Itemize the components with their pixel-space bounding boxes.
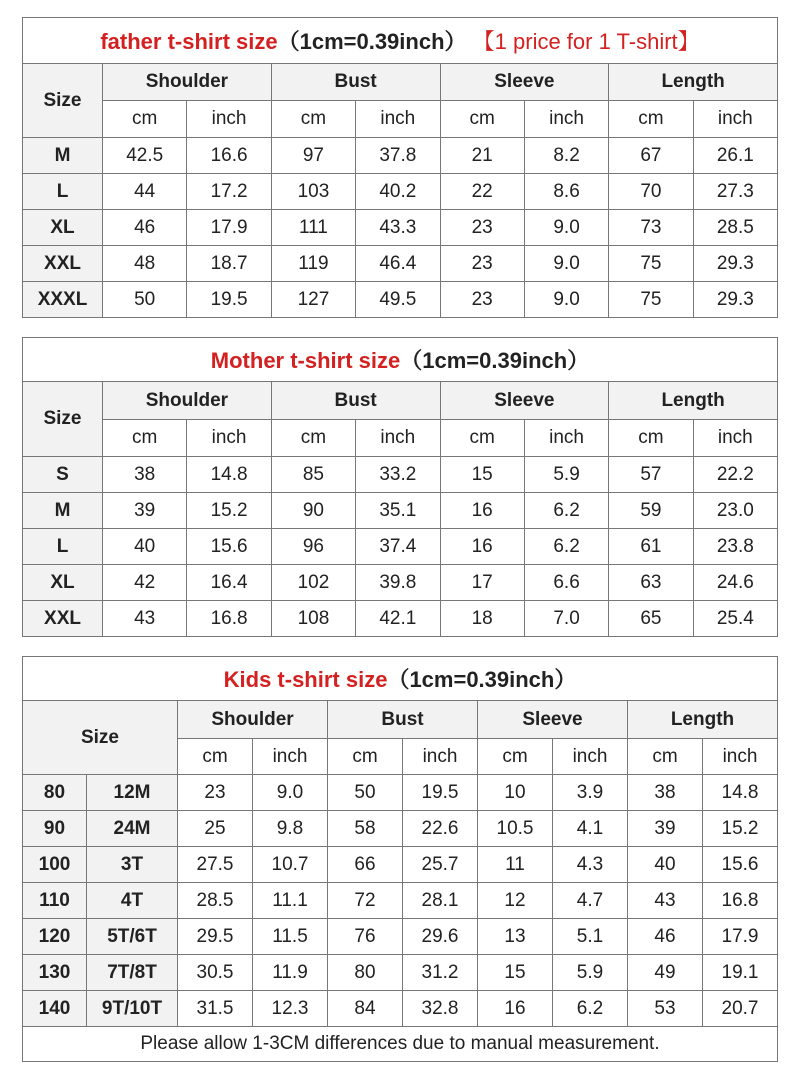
father-title-conversion: （1cm=0.39inch） (277, 29, 467, 54)
value-cell: 17.9 (703, 919, 778, 955)
value-cell: 97 (271, 138, 355, 174)
age-cell: 5T/6T (87, 919, 178, 955)
unit-inch: inch (693, 101, 777, 138)
value-cell: 28.5 (178, 883, 253, 919)
value-cell: 127 (271, 282, 355, 318)
value-cell: 40.2 (356, 174, 440, 210)
length-header: Length (609, 382, 778, 420)
value-cell: 23 (440, 246, 524, 282)
value-cell: 42 (103, 565, 187, 601)
value-cell: 50 (328, 775, 403, 811)
value-cell: 15.2 (703, 811, 778, 847)
value-cell: 85 (271, 457, 355, 493)
value-cell: 4.3 (553, 847, 628, 883)
unit-cm: cm (478, 739, 553, 775)
height-cell: 90 (23, 811, 87, 847)
value-cell: 6.6 (524, 565, 608, 601)
size-cell: S (23, 457, 103, 493)
length-header: Length (609, 64, 778, 101)
unit-row (23, 420, 778, 457)
shoulder-header: Shoulder (178, 701, 328, 739)
value-cell: 25.4 (693, 601, 777, 637)
value-cell: 90 (271, 493, 355, 529)
unit-cm: cm (440, 420, 524, 457)
value-cell: 33.2 (356, 457, 440, 493)
value-cell: 111 (271, 210, 355, 246)
value-cell: 75 (609, 246, 693, 282)
value-cell: 9.8 (253, 811, 328, 847)
value-cell: 14.8 (187, 457, 271, 493)
sleeve-header: Sleeve (478, 701, 628, 739)
bust-header: Bust (328, 701, 478, 739)
unit-inch: inch (187, 420, 271, 457)
value-cell: 75 (609, 282, 693, 318)
value-cell: 29.3 (693, 282, 777, 318)
value-cell: 11.1 (253, 883, 328, 919)
value-cell: 11.9 (253, 955, 328, 991)
value-cell: 18 (440, 601, 524, 637)
value-cell: 30.5 (178, 955, 253, 991)
unit-cm: cm (103, 101, 187, 138)
value-cell: 12.3 (253, 991, 328, 1027)
value-cell: 80 (328, 955, 403, 991)
value-cell: 23 (440, 282, 524, 318)
size-header: Size (23, 382, 103, 457)
value-cell: 16.6 (187, 138, 271, 174)
value-cell: 61 (609, 529, 693, 565)
size-cell: XL (23, 210, 103, 246)
value-cell: 9.0 (524, 210, 608, 246)
unit-cm: cm (609, 101, 693, 138)
value-cell: 13 (478, 919, 553, 955)
age-cell: 4T (87, 883, 178, 919)
value-cell: 15.6 (187, 529, 271, 565)
father-title-price-note: 【1 price for 1 T-shirt】 (472, 29, 700, 54)
value-cell: 29.3 (693, 246, 777, 282)
value-cell: 6.2 (553, 991, 628, 1027)
measurement-note: Please allow 1-3CM differences due to manual measurement. (23, 1027, 778, 1062)
father-table-title (23, 18, 778, 64)
value-cell: 16 (478, 991, 553, 1027)
value-cell: 9.0 (524, 246, 608, 282)
length-header: Length (628, 701, 778, 739)
size-header: Size (23, 64, 103, 138)
value-cell: 14.8 (703, 775, 778, 811)
value-cell: 37.4 (356, 529, 440, 565)
table-row (23, 775, 778, 811)
unit-inch: inch (553, 739, 628, 775)
value-cell: 44 (103, 174, 187, 210)
table-row (23, 919, 778, 955)
table-row (23, 883, 778, 919)
value-cell: 57 (609, 457, 693, 493)
value-cell: 18.7 (187, 246, 271, 282)
value-cell: 84 (328, 991, 403, 1027)
value-cell: 49.5 (356, 282, 440, 318)
value-cell: 59 (609, 493, 693, 529)
size-cell: L (23, 174, 103, 210)
table-row (23, 138, 778, 174)
value-cell: 96 (271, 529, 355, 565)
value-cell: 23.8 (693, 529, 777, 565)
value-cell: 46 (628, 919, 703, 955)
mother-title-conversion: （1cm=0.39inch） (400, 348, 590, 373)
height-cell: 80 (23, 775, 87, 811)
value-cell: 46.4 (356, 246, 440, 282)
height-cell: 130 (23, 955, 87, 991)
table-row (23, 991, 778, 1027)
value-cell: 42.1 (356, 601, 440, 637)
value-cell: 119 (271, 246, 355, 282)
value-cell: 4.1 (553, 811, 628, 847)
table-row (23, 174, 778, 210)
kids-title-main: Kids t-shirt size (223, 667, 388, 692)
value-cell: 108 (271, 601, 355, 637)
value-cell: 17.2 (187, 174, 271, 210)
bust-header: Bust (271, 64, 440, 101)
age-cell: 24M (87, 811, 178, 847)
value-cell: 43 (628, 883, 703, 919)
table-row (23, 847, 778, 883)
father-title-main: father t-shirt size (100, 29, 278, 54)
size-cell: L (23, 529, 103, 565)
value-cell: 37.8 (356, 138, 440, 174)
value-cell: 19.5 (187, 282, 271, 318)
value-cell: 21 (440, 138, 524, 174)
value-cell: 5.1 (553, 919, 628, 955)
table-row (23, 955, 778, 991)
value-cell: 16 (440, 529, 524, 565)
sleeve-header: Sleeve (440, 382, 609, 420)
value-cell: 10.5 (478, 811, 553, 847)
value-cell: 25.7 (403, 847, 478, 883)
value-cell: 10.7 (253, 847, 328, 883)
unit-cm: cm (103, 420, 187, 457)
value-cell: 15 (478, 955, 553, 991)
value-cell: 12 (478, 883, 553, 919)
value-cell: 35.1 (356, 493, 440, 529)
table-row (23, 493, 778, 529)
size-cell: XL (23, 565, 103, 601)
value-cell: 48 (103, 246, 187, 282)
value-cell: 76 (328, 919, 403, 955)
unit-inch: inch (524, 420, 608, 457)
value-cell: 24.6 (693, 565, 777, 601)
value-cell: 28.5 (693, 210, 777, 246)
value-cell: 102 (271, 565, 355, 601)
size-cell: XXL (23, 246, 103, 282)
value-cell: 32.8 (403, 991, 478, 1027)
value-cell: 5.9 (524, 457, 608, 493)
value-cell: 31.5 (178, 991, 253, 1027)
unit-inch: inch (356, 101, 440, 138)
value-cell: 39.8 (356, 565, 440, 601)
table-row (23, 565, 778, 601)
value-cell: 50 (103, 282, 187, 318)
value-cell: 58 (328, 811, 403, 847)
size-header: Size (23, 701, 178, 775)
value-cell: 11 (478, 847, 553, 883)
table-row (23, 601, 778, 637)
unit-cm: cm (271, 420, 355, 457)
value-cell: 28.1 (403, 883, 478, 919)
value-cell: 66 (328, 847, 403, 883)
value-cell: 39 (103, 493, 187, 529)
value-cell: 6.2 (524, 493, 608, 529)
value-cell: 23 (440, 210, 524, 246)
mother-size-table (22, 337, 778, 637)
table-row (23, 282, 778, 318)
value-cell: 22.6 (403, 811, 478, 847)
value-cell: 19.1 (703, 955, 778, 991)
value-cell: 22.2 (693, 457, 777, 493)
table-row (23, 210, 778, 246)
unit-inch: inch (703, 739, 778, 775)
value-cell: 15 (440, 457, 524, 493)
value-cell: 43.3 (356, 210, 440, 246)
value-cell: 15.2 (187, 493, 271, 529)
age-cell: 12M (87, 775, 178, 811)
mother-table-title (23, 338, 778, 382)
value-cell: 10 (478, 775, 553, 811)
value-cell: 9.0 (524, 282, 608, 318)
kids-title-conversion: （1cm=0.39inch） (387, 667, 577, 692)
value-cell: 65 (609, 601, 693, 637)
value-cell: 29.5 (178, 919, 253, 955)
table-row (23, 529, 778, 565)
value-cell: 4.7 (553, 883, 628, 919)
value-cell: 27.3 (693, 174, 777, 210)
value-cell: 9.0 (253, 775, 328, 811)
value-cell: 16.8 (703, 883, 778, 919)
unit-inch: inch (187, 101, 271, 138)
unit-inch: inch (693, 420, 777, 457)
mother-title-main: Mother t-shirt size (210, 348, 401, 373)
unit-cm: cm (440, 101, 524, 138)
unit-cm: cm (271, 101, 355, 138)
value-cell: 26.1 (693, 138, 777, 174)
unit-inch: inch (356, 420, 440, 457)
value-cell: 15.6 (703, 847, 778, 883)
height-cell: 100 (23, 847, 87, 883)
unit-cm: cm (628, 739, 703, 775)
value-cell: 11.5 (253, 919, 328, 955)
value-cell: 29.6 (403, 919, 478, 955)
kids-table-title (23, 657, 778, 701)
value-cell: 8.6 (524, 174, 608, 210)
father-size-table (22, 17, 778, 318)
value-cell: 23 (178, 775, 253, 811)
value-cell: 16.4 (187, 565, 271, 601)
value-cell: 3.9 (553, 775, 628, 811)
value-cell: 27.5 (178, 847, 253, 883)
value-cell: 38 (628, 775, 703, 811)
unit-inch: inch (403, 739, 478, 775)
value-cell: 46 (103, 210, 187, 246)
value-cell: 17 (440, 565, 524, 601)
height-cell: 110 (23, 883, 87, 919)
value-cell: 16.8 (187, 601, 271, 637)
unit-row (23, 101, 778, 138)
unit-inch: inch (524, 101, 608, 138)
value-cell: 16 (440, 493, 524, 529)
value-cell: 40 (628, 847, 703, 883)
value-cell: 53 (628, 991, 703, 1027)
shoulder-header: Shoulder (103, 64, 272, 101)
age-cell: 3T (87, 847, 178, 883)
bust-header: Bust (271, 382, 440, 420)
value-cell: 42.5 (103, 138, 187, 174)
value-cell: 5.9 (553, 955, 628, 991)
value-cell: 39 (628, 811, 703, 847)
value-cell: 43 (103, 601, 187, 637)
value-cell: 38 (103, 457, 187, 493)
sleeve-header: Sleeve (440, 64, 609, 101)
table-row (23, 457, 778, 493)
size-cell: M (23, 138, 103, 174)
unit-cm: cm (178, 739, 253, 775)
age-cell: 7T/8T (87, 955, 178, 991)
value-cell: 103 (271, 174, 355, 210)
value-cell: 8.2 (524, 138, 608, 174)
shoulder-header: Shoulder (103, 382, 272, 420)
height-cell: 120 (23, 919, 87, 955)
value-cell: 70 (609, 174, 693, 210)
unit-cm: cm (609, 420, 693, 457)
value-cell: 73 (609, 210, 693, 246)
value-cell: 49 (628, 955, 703, 991)
value-cell: 40 (103, 529, 187, 565)
size-cell: XXXL (23, 282, 103, 318)
value-cell: 17.9 (187, 210, 271, 246)
value-cell: 25 (178, 811, 253, 847)
value-cell: 6.2 (524, 529, 608, 565)
height-cell: 140 (23, 991, 87, 1027)
value-cell: 63 (609, 565, 693, 601)
value-cell: 23.0 (693, 493, 777, 529)
size-cell: XXL (23, 601, 103, 637)
value-cell: 7.0 (524, 601, 608, 637)
value-cell: 20.7 (703, 991, 778, 1027)
unit-cm: cm (328, 739, 403, 775)
unit-inch: inch (253, 739, 328, 775)
value-cell: 72 (328, 883, 403, 919)
value-cell: 67 (609, 138, 693, 174)
value-cell: 19.5 (403, 775, 478, 811)
kids-size-table (22, 656, 778, 1062)
table-row (23, 811, 778, 847)
value-cell: 31.2 (403, 955, 478, 991)
size-cell: M (23, 493, 103, 529)
value-cell: 22 (440, 174, 524, 210)
age-cell: 9T/10T (87, 991, 178, 1027)
table-row (23, 246, 778, 282)
